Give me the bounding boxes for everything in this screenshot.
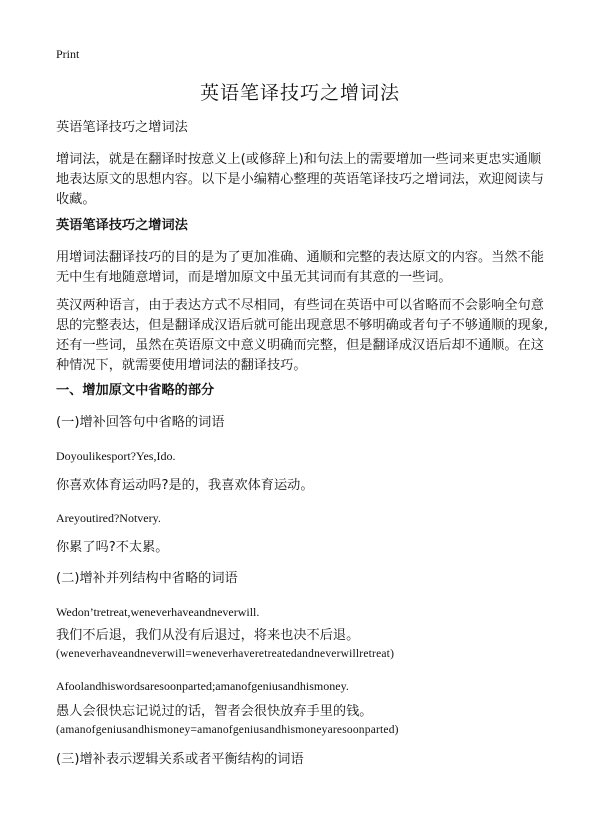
example-2-english: Areyoutired?Notvery. — [56, 511, 161, 525]
example-4-chinese: 愚人会很快忘记说过的话，智者会很快放弃手里的钱。 — [56, 704, 373, 719]
print-label: Print — [56, 47, 80, 61]
page-title: 英语笔译技巧之增词法 — [199, 82, 400, 104]
subsection-1: (一)增补回答句中省略的词语 — [56, 415, 225, 430]
example-3-chinese: 我们不后退，我们从没有后退过，将来也决不后退。 — [56, 628, 360, 643]
section-1-heading: 一、增加原文中省略的部分 — [56, 383, 215, 398]
example-2-chinese: 你累了吗?不太累。 — [56, 540, 169, 555]
example-3-note: (weneverhaveandneverwill=weneverhaveretreatedandneverwillretreat) — [56, 648, 395, 660]
subsection-2: (二)增补并列结构中省略的词语 — [56, 571, 238, 586]
paragraph-1: 用增词法翻译技巧的目的是为了更加准确、通顺和完整的表达原文的内容。当然不能无中生有地随意增词，而是增加原文中虽无其词而有其意的一些词。 — [56, 250, 544, 285]
example-4-note: (amanofgeniusandhismoney=amanofgeniusandhismoneyaresoonparted) — [56, 724, 399, 736]
example-1-english: Doyoulikesport?Yes,Ido. — [56, 449, 176, 463]
intro-paragraph: 增词法，就是在翻译时按意义上(或修辞上)和句法上的需要增加一些词来更忠实通顺地表达原文的思想内容。以下是小编精心整理的英语笔译技巧之增词法，欢迎阅读与收藏。 — [56, 152, 544, 207]
paragraph-2: 英汉两种语言，由于表达方式不尽相同，有些词在英语中可以省略而不会影响全句意思的完整表达，但是翻译成汉语后就可能出现意思不够明确或者句子不够通顺的现象,还有一些词，虽然在英语原文中意义明确而完整，但是翻译成汉语后却不通顺。在这种情况下，就需要使用增词法的翻译技巧。 — [56, 298, 549, 373]
example-3-english: Wedon’tretreat,weneverhaveandneverwill. — [56, 605, 260, 619]
example-4-english: Afoolandhiswordsaresoonparted;amanofgeniusandhismoney. — [56, 679, 349, 693]
section-heading: 英语笔译技巧之增词法 — [56, 218, 188, 233]
example-1-chinese: 你喜欢体育运动吗?是的，我喜欢体育运动。 — [56, 478, 314, 493]
subtitle: 英语笔译技巧之增词法 — [56, 120, 188, 135]
subsection-3: (三)增补表示逻辑关系或者平衡结构的词语 — [56, 752, 304, 767]
